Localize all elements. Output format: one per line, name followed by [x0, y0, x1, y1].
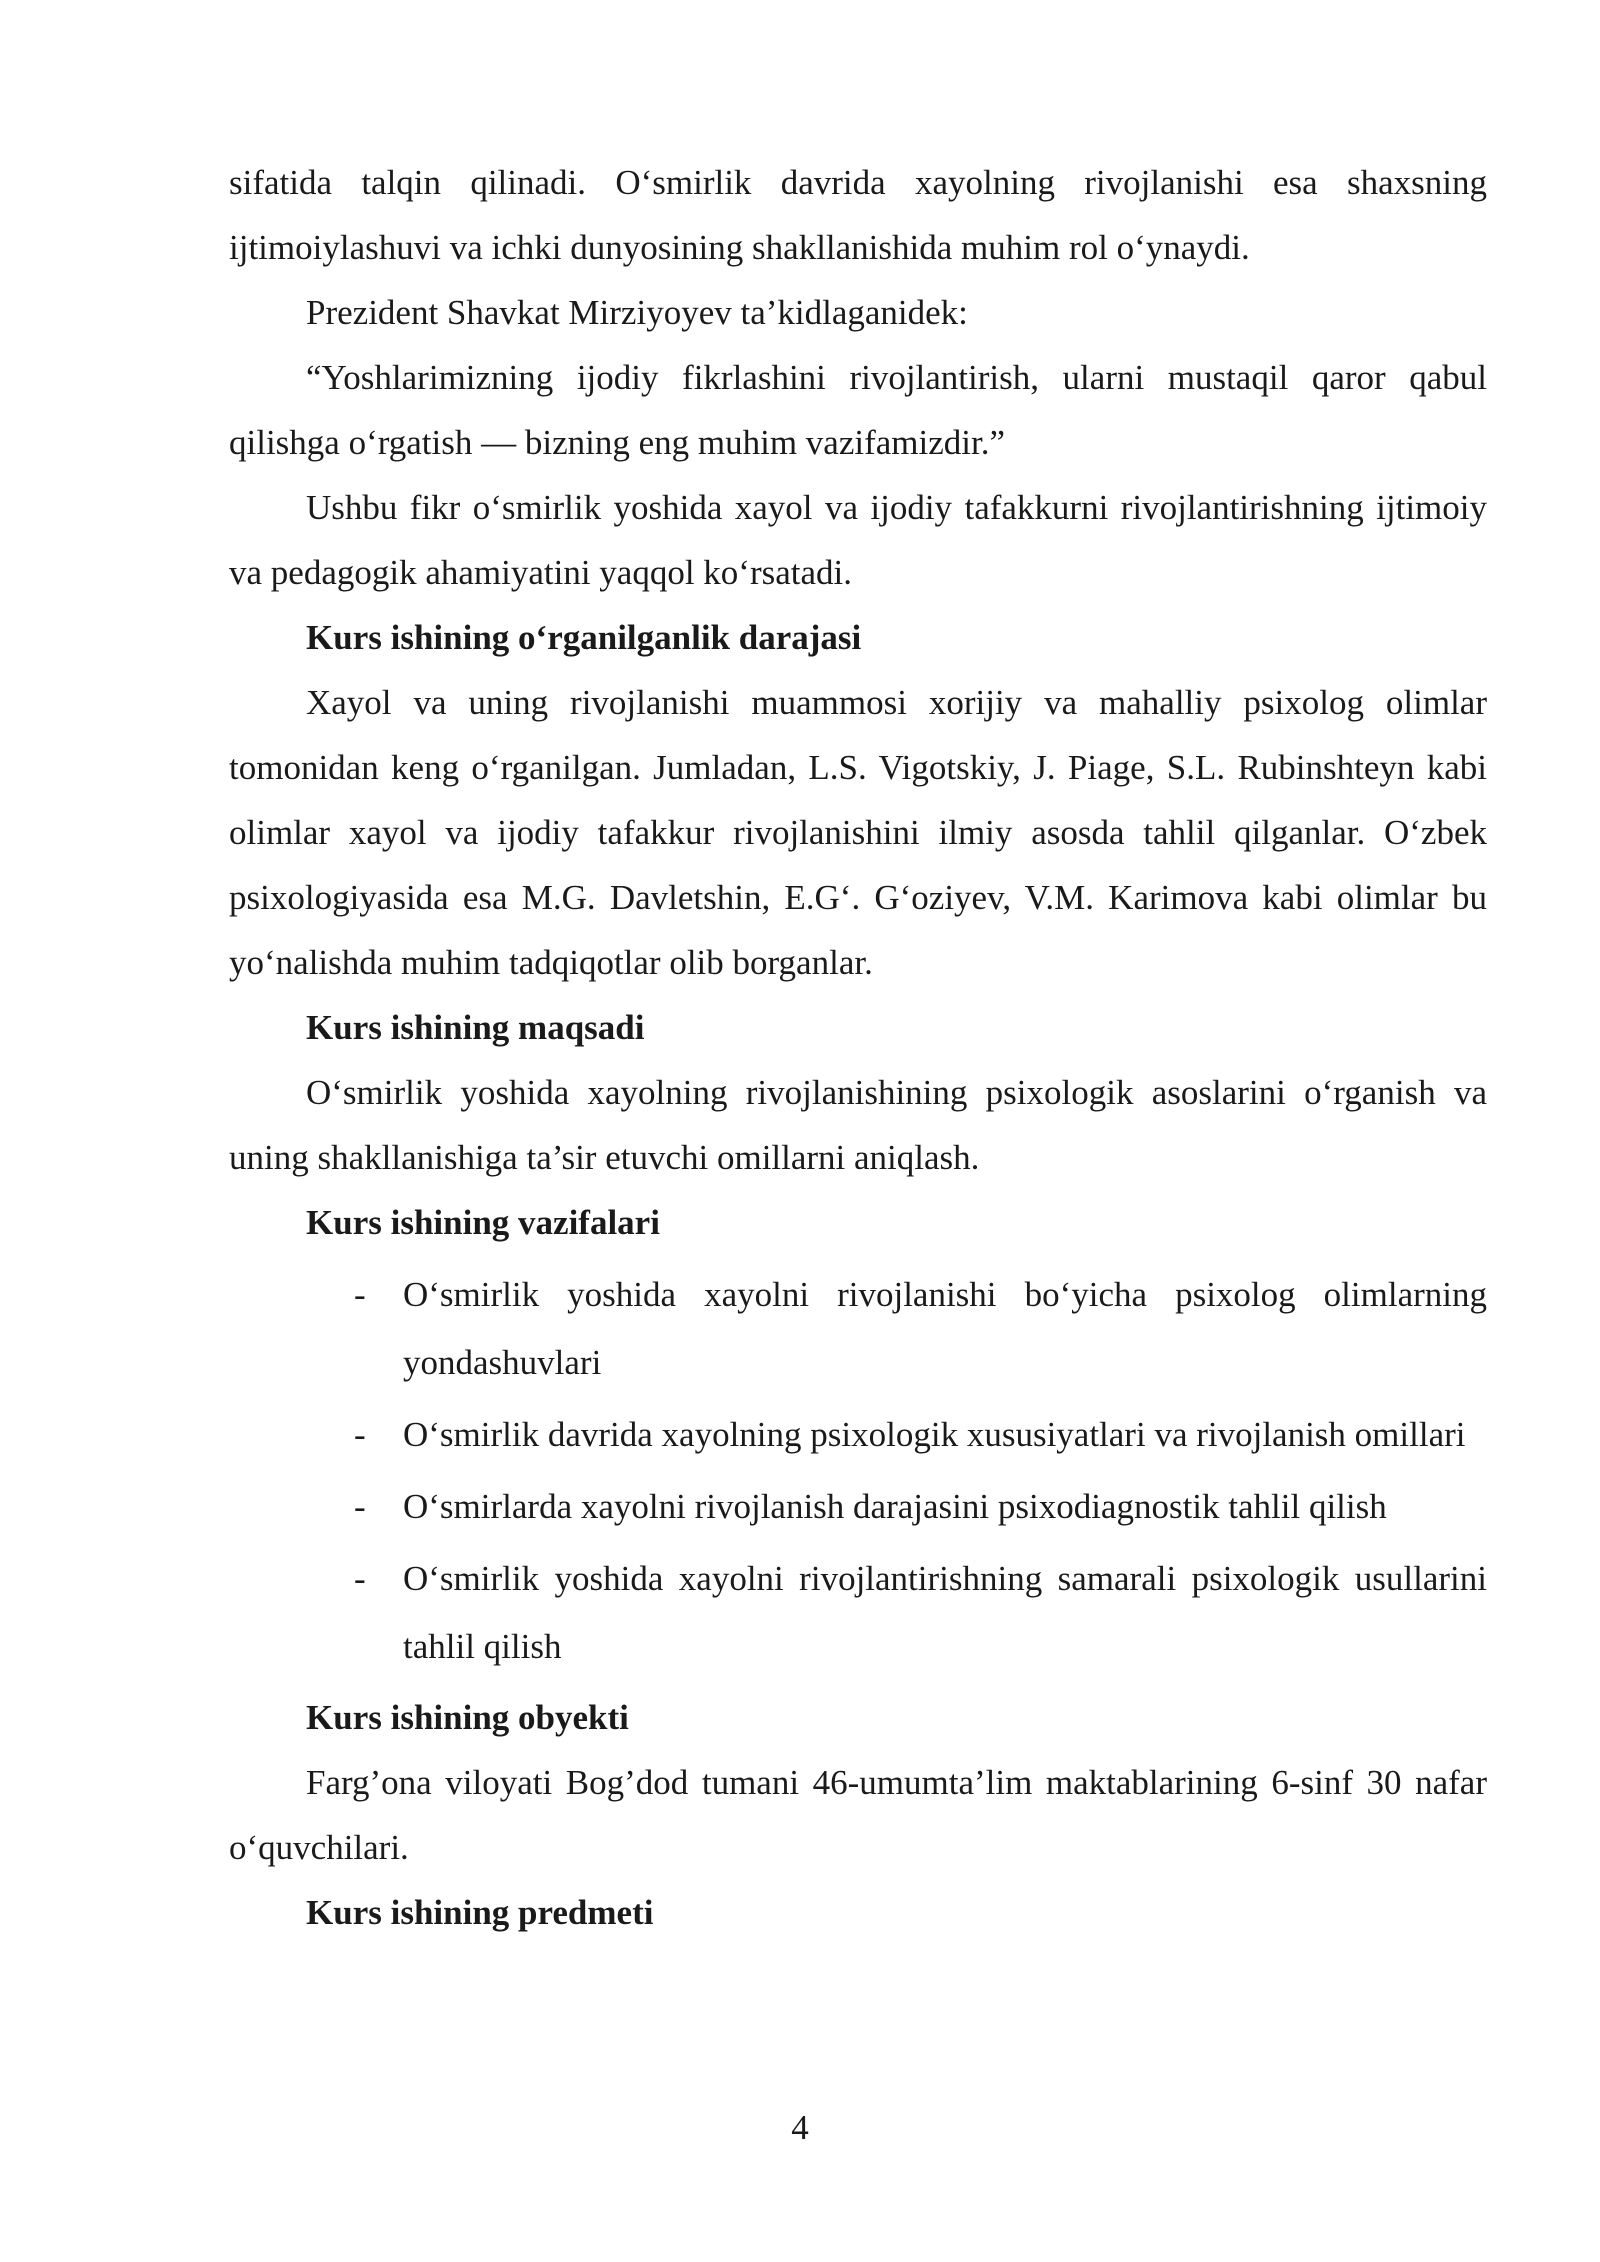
section-heading-subject: Kurs ishining predmeti — [306, 1893, 654, 1932]
section-heading-goal: Kurs ishining maqsadi — [306, 1008, 645, 1047]
list-item-text: O‘smirlarda xayolni rivojlanish darajasini psixodiagnostik tahlil qilish — [403, 1487, 1387, 1526]
body-paragraph: Xayol va uning rivojlanishi muammosi xorijiy va mahalliy psixolog olimlar tomonidan keng o‘rganilgan. Jumladan, L.S. Vigotskiy, J. Piage, S.L. Rubinshteyn kabi olimlar xayol va ijodiy tafakkur rivojlanishini ilmiy asosda tahlil qilganlar. O‘zbek psixologiyasida esa M.G. Davletshin, E.G‘. G‘oziyev, V.M. Karimova kabi olimlar bu yo‘nalishda muhim tadqiqotlar olib borganlar. — [229, 683, 1487, 982]
body-paragraph: O‘smirlik yoshida xayolning rivojlanishining psixologik asoslarini o‘rganish va uning shakllanishiga ta’sir etuvchi omillarni aniqlash. — [229, 1073, 1487, 1177]
list-item-text: O‘smirlik yoshida xayolni rivojlantirishning samarali psixologik usullarini tahlil qilish — [403, 1559, 1487, 1666]
list-dash: - — [354, 1275, 366, 1314]
list-dash: - — [354, 1559, 366, 1598]
list-item — [229, 1261, 1487, 1397]
body-paragraph: sifatida talqin qilinadi. O‘smirlik davrida xayolning rivojlanishi esa shaxsning ijtimoiylashuvi va ichki dunyosining shakllanishida muhim rol o‘ynaydi. — [229, 163, 1487, 267]
list-dash: - — [354, 1487, 366, 1526]
list-item — [229, 1473, 1487, 1541]
list-item-text: O‘smirlik yoshida xayolni rivojlanishi bo‘yicha psixolog olimlarning yondashuvlari — [403, 1275, 1487, 1382]
list-item — [229, 1401, 1487, 1469]
quote-paragraph: “Yoshlarimizning ijodiy fikrlashini rivojlantirish, ularni mustaqil qaror qabul qilishga o‘rgatish — bizning eng muhim vazifamizdir.” — [229, 358, 1487, 462]
body-paragraph: Farg’ona viloyati Bog’dod tumani 46-umumta’lim maktablarining 6-sinf 30 nafar o‘quvchilari. — [229, 1763, 1487, 1867]
tasks-list — [229, 1261, 1487, 1681]
page-number: 4 — [791, 2108, 809, 2147]
section-heading-tasks: Kurs ishining vazifalari — [306, 1203, 660, 1242]
document-page — [229, 150, 1487, 1945]
quote-intro-paragraph: Prezident Shavkat Mirziyoyev ta’kidlaganidek: — [306, 293, 968, 332]
list-item-text: O‘smirlik davrida xayolning psixologik xususiyatlari va rivojlanish omillari — [403, 1415, 1466, 1454]
list-dash: - — [354, 1415, 366, 1454]
section-heading-level-of-study: Kurs ishining o‘rganilganlik darajasi — [306, 618, 862, 657]
body-paragraph: Ushbu fikr o‘smirlik yoshida xayol va ijodiy tafakkurni rivojlantirishning ijtimoiy va pedagogik ahamiyatini yaqqol ko‘rsatadi. — [229, 488, 1487, 592]
section-heading-object: Kurs ishining obyekti — [306, 1698, 629, 1737]
list-item — [229, 1545, 1487, 1681]
